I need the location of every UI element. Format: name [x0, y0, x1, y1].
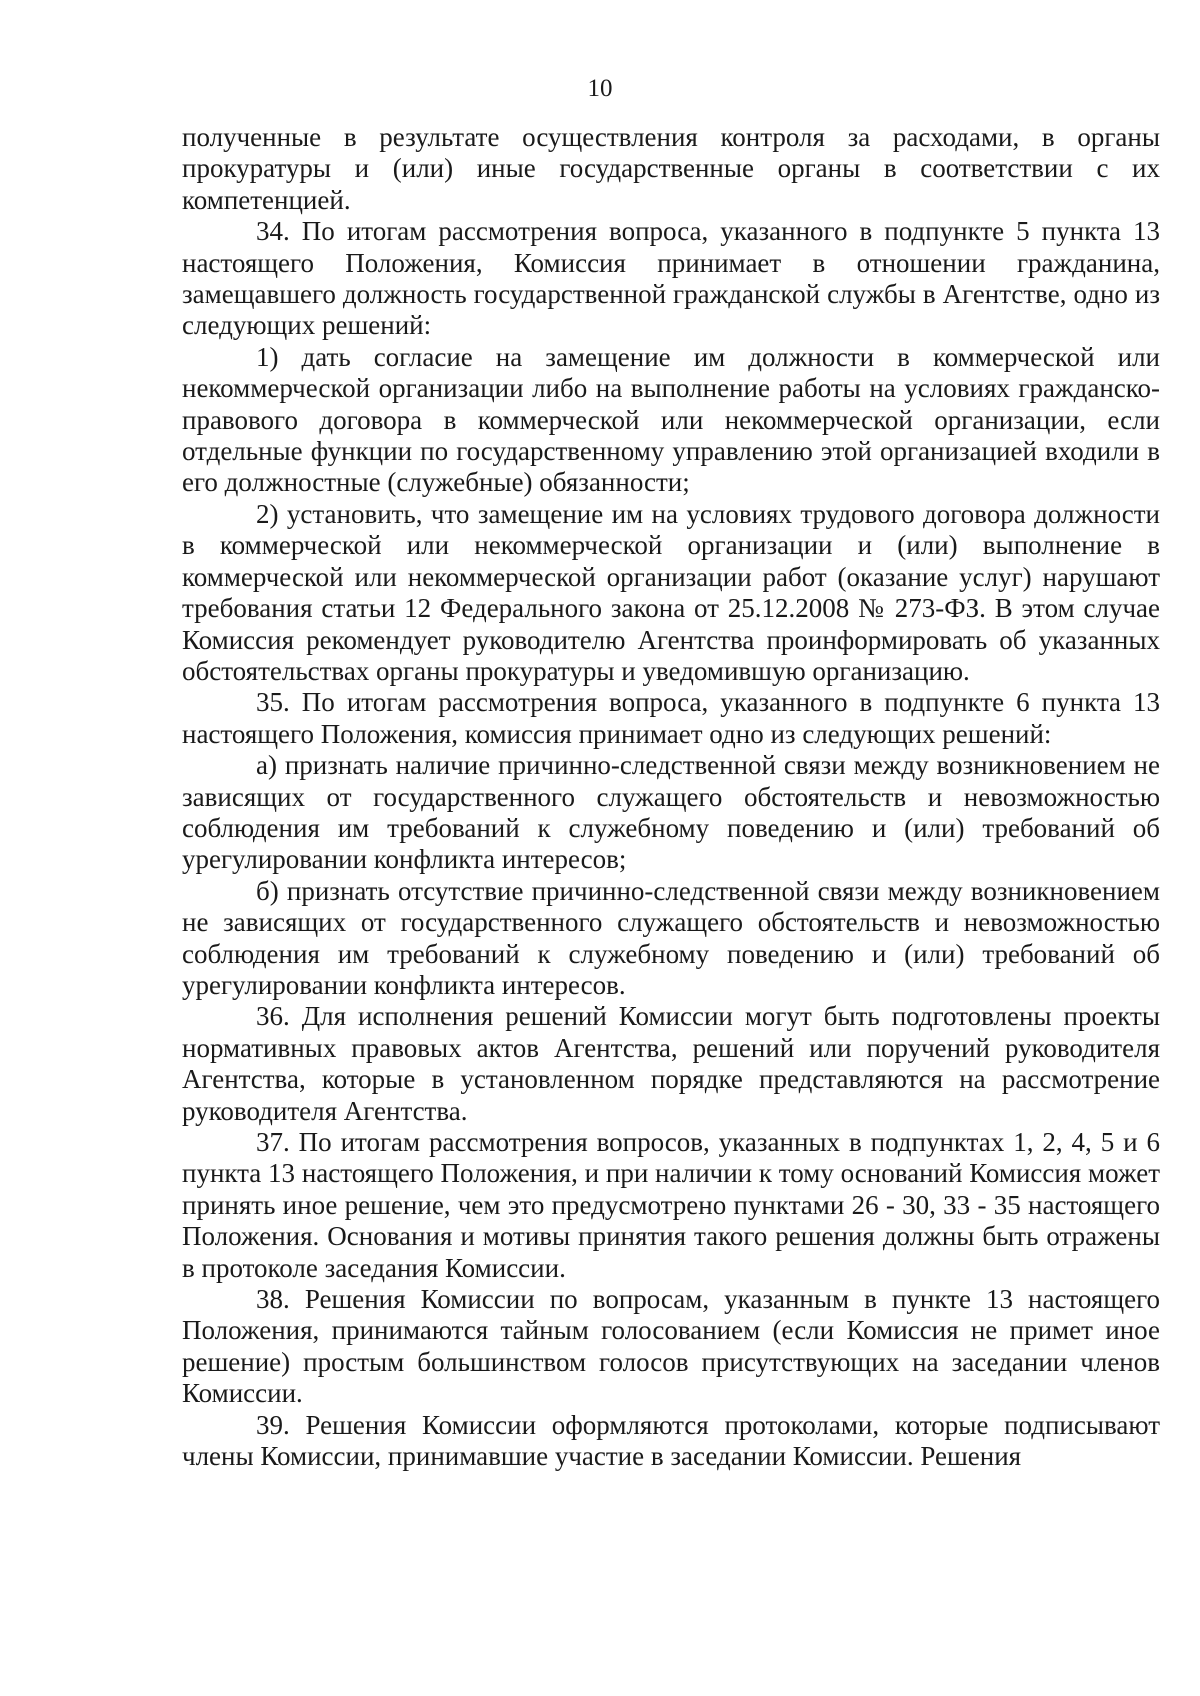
page-number: 10	[587, 75, 613, 102]
paragraph-36: 36. Для исполнения решений Комиссии могут быть подготовлены проекты нормативных правовых актов Агентства, решений или поручений руководителя Агентства, которые в установленном порядке представляются на рассмотрение руководителя Агентства.	[182, 1001, 1160, 1126]
paragraph-35: 35. По итогам рассмотрения вопроса, указанного в подпункте 6 пункта 13 настоящего Положения, комиссия принимает одно из следующих решений:	[182, 687, 1160, 749]
paragraph-34-item-1: 1) дать согласие на замещение им должности в коммерческой или некоммерческой организации либо на выполнение работы на условиях гражданско-правового договора в коммерческой или некоммерческой организации, если отдельные функции по государственному управлению этой организацией входили в его должностные (служебные) обязанности;	[182, 341, 1160, 498]
paragraph-39: 39. Решения Комиссии оформляются протоколами, которые подписывают члены Комиссии, принимавшие участие в заседании Комиссии. Решения	[182, 1409, 1160, 1472]
paragraph-38: 38. Решения Комиссии по вопросам, указанным в пункте 13 настоящего Положения, принимаются тайным голосованием (если Комиссия не примет иное решение) простым большинством голосов присутствующих на заседании членов Комиссии.	[182, 1284, 1160, 1409]
paragraph-35-item-a: а) признать наличие причинно-следственной связи между возникновением не зависящих от государственного служащего обстоятельств и невозможностью соблюдения им требований к служебному поведению и (или) требований об урегулировании конфликта интересов;	[182, 750, 1160, 875]
paragraph-34: 34. По итогам рассмотрения вопроса, указанного в подпункте 5 пункта 13 настоящего Положения, Комиссия принимает в отношении гражданина, замещавшего должность государственной гражданской службы в Агентстве, одно из следующих решений:	[182, 216, 1160, 341]
paragraph-37: 37. По итогам рассмотрения вопросов, указанных в подпунктах 1, 2, 4, 5 и 6 пункта 13 настоящего Положения, и при наличии к тому оснований Комиссия может принять иное решение, чем это предусмотрено пунктами 26 - 30, 33 - 35 настоящего Положения. Основания и мотивы принятия такого решения должны быть отражены в протоколе заседания Комиссии.	[182, 1127, 1160, 1283]
paragraph-34-item-2: 2) установить, что замещение им на условиях трудового договора должности в коммерческой или некоммерческой организации и (или) выполнение в коммерческой или некоммерческой организации работ (оказание услуг) нарушают требования статьи 12 Федерального закона от 25.12.2008 № 273-ФЗ. В этом случае Комиссия рекомендует руководителю Агентства проинформировать об указанных обстоятельствах органы прокуратуры и уведомившую организацию.	[182, 498, 1160, 686]
paragraph-continuation: полученные в результате осуществления контроля за расходами, в органы прокуратуры и (или) иные государственные органы в соответствии с их компетенцией.	[182, 122, 1160, 215]
document-body	[182, 122, 1160, 1472]
paragraph-35-item-b: б) признать отсутствие причинно-следственной связи между возникновением не зависящих от государственного служащего обстоятельств и невозможностью соблюдения им требований к служебному поведению и (или) требований об урегулировании конфликта интересов.	[182, 875, 1160, 1000]
